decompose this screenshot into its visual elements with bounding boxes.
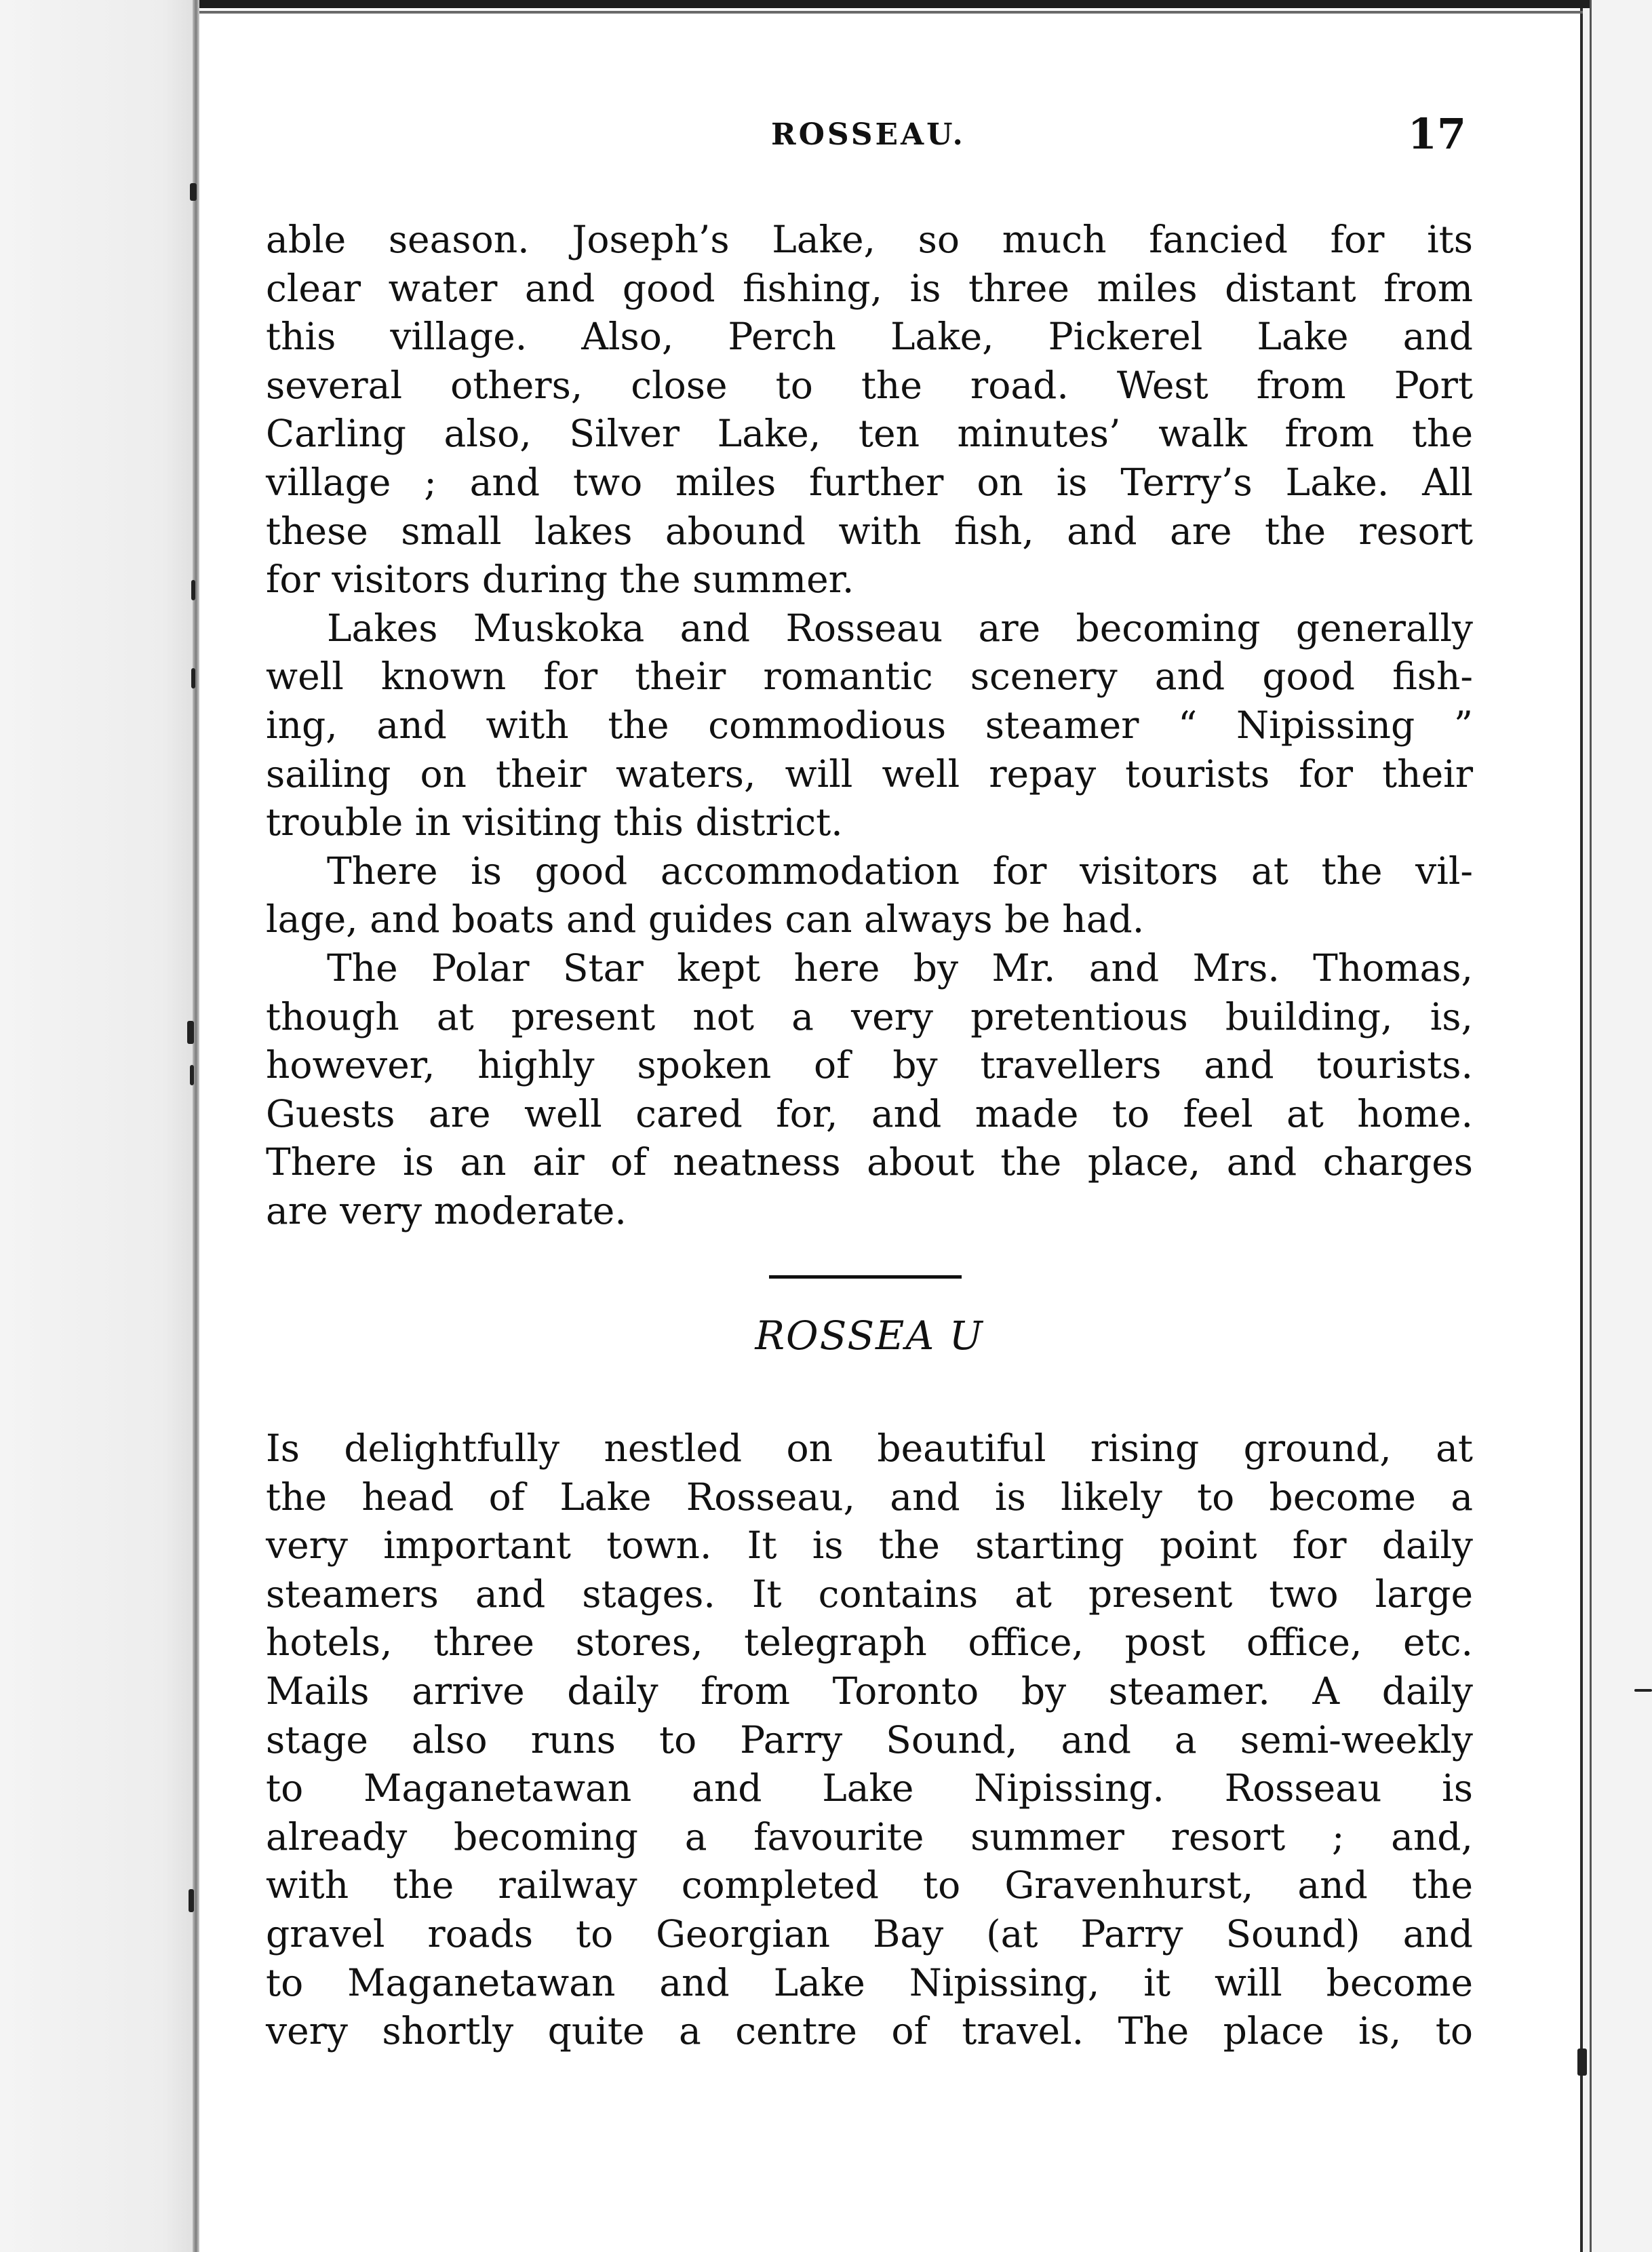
body-text-section-2 bbox=[266, 1424, 1473, 2056]
scan-speck bbox=[187, 1021, 194, 1044]
text-line: Is delightfully nestled on beautiful rising ground, at bbox=[266, 1426, 1473, 1470]
left-page-edge bbox=[0, 0, 203, 2252]
section-heading: ROSSEA U bbox=[755, 1313, 984, 1359]
text-line: There is good accommodation for visitors at the vil- bbox=[327, 849, 1473, 893]
text-line: The Polar Star kept here by Mr. and Mrs. Thomas, bbox=[327, 946, 1473, 990]
text-line: with the railway completed to Gravenhurst, and the bbox=[266, 1863, 1473, 1907]
page-number: 17 bbox=[1407, 109, 1466, 159]
running-title: ROSSEAU. bbox=[771, 117, 966, 152]
text-line: these small lakes abound with fish, and are the resort bbox=[266, 509, 1473, 553]
text-line: the head of Lake Rosseau, and is likely to become a bbox=[266, 1475, 1473, 1519]
text-line: clear water and good fishing, is three miles distant from bbox=[266, 266, 1473, 310]
book-gutter bbox=[193, 0, 199, 2252]
text-line: well known for their romantic scenery and good fish- bbox=[266, 655, 1473, 699]
text-line: gravel roads to Georgian Bay (at Parry Sound) and bbox=[266, 1911, 1473, 1956]
scan-speck bbox=[190, 1065, 194, 1085]
text-line: lage, and boats and guides can always be had. bbox=[266, 897, 1145, 941]
running-head bbox=[266, 109, 1473, 173]
body-text-section-1 bbox=[266, 216, 1473, 1235]
text-line: ing, and with the commodious steamer “ Nipissing ” bbox=[266, 703, 1473, 747]
scan-speck bbox=[1634, 1689, 1652, 1692]
text-line: though at present not a very pretentious building, is, bbox=[266, 994, 1473, 1038]
scan-speck bbox=[190, 183, 197, 201]
text-line: to Maganetawan and Lake Nipissing, it will become bbox=[266, 1960, 1473, 2004]
text-line: Guests are well cared for, and made to feel at home. bbox=[266, 1091, 1473, 1135]
text-line: very shortly quite a centre of travel. The place is, to bbox=[266, 2009, 1473, 2053]
text-line: sailing on their waters, will well repay tourists for their bbox=[266, 752, 1473, 796]
scan-speck bbox=[191, 668, 195, 688]
text-line: Lakes Muskoka and Rosseau are becoming generally bbox=[327, 606, 1473, 650]
text-line: are very moderate. bbox=[266, 1188, 627, 1232]
text-line: several others, close to the road. West from Port bbox=[266, 363, 1473, 407]
text-line: for visitors during the summer. bbox=[266, 558, 854, 602]
text-line: however, highly spoken of by travellers and tourists. bbox=[266, 1043, 1473, 1087]
text-line: hotels, three stores, telegraph office, post office, etc. bbox=[266, 1620, 1473, 1665]
text-line: stage also runs to Parry Sound, and a semi-weekly bbox=[266, 1717, 1473, 1762]
scan-speck bbox=[191, 580, 195, 600]
text-line: steamers and stages. It contains at present two large bbox=[266, 1572, 1473, 1616]
top-page-edge bbox=[199, 0, 1590, 8]
section-divider-rule bbox=[769, 1275, 962, 1279]
text-line: already becoming a favourite summer resort ; and, bbox=[266, 1814, 1473, 1859]
right-page-edge-line bbox=[1580, 0, 1583, 2252]
right-page-edge-line-inner bbox=[1590, 0, 1592, 2252]
text-line: village ; and two miles further on is Terry’s Lake. All bbox=[266, 460, 1473, 504]
text-line: able season. Joseph’s Lake, so much fancied for its bbox=[266, 218, 1473, 261]
text-line: very important town. It is the starting point for daily bbox=[266, 1523, 1473, 1568]
scan-speck bbox=[189, 1889, 194, 1912]
text-line: There is an air of neatness about the place, and charges bbox=[266, 1140, 1473, 1184]
scan-speck bbox=[1577, 2049, 1587, 2076]
top-page-edge-inner bbox=[199, 11, 1583, 14]
text-line: this village. Also, Perch Lake, Pickerel Lake and bbox=[266, 315, 1473, 359]
text-line: Carling also, Silver Lake, ten minutes’ walk from the bbox=[266, 412, 1473, 456]
text-line: trouble in visiting this district. bbox=[266, 800, 843, 844]
text-line: to Maganetawan and Lake Nipissing. Rosseau is bbox=[266, 1766, 1473, 1810]
text-line: Mails arrive daily from Toronto by steamer. A daily bbox=[266, 1669, 1473, 1713]
